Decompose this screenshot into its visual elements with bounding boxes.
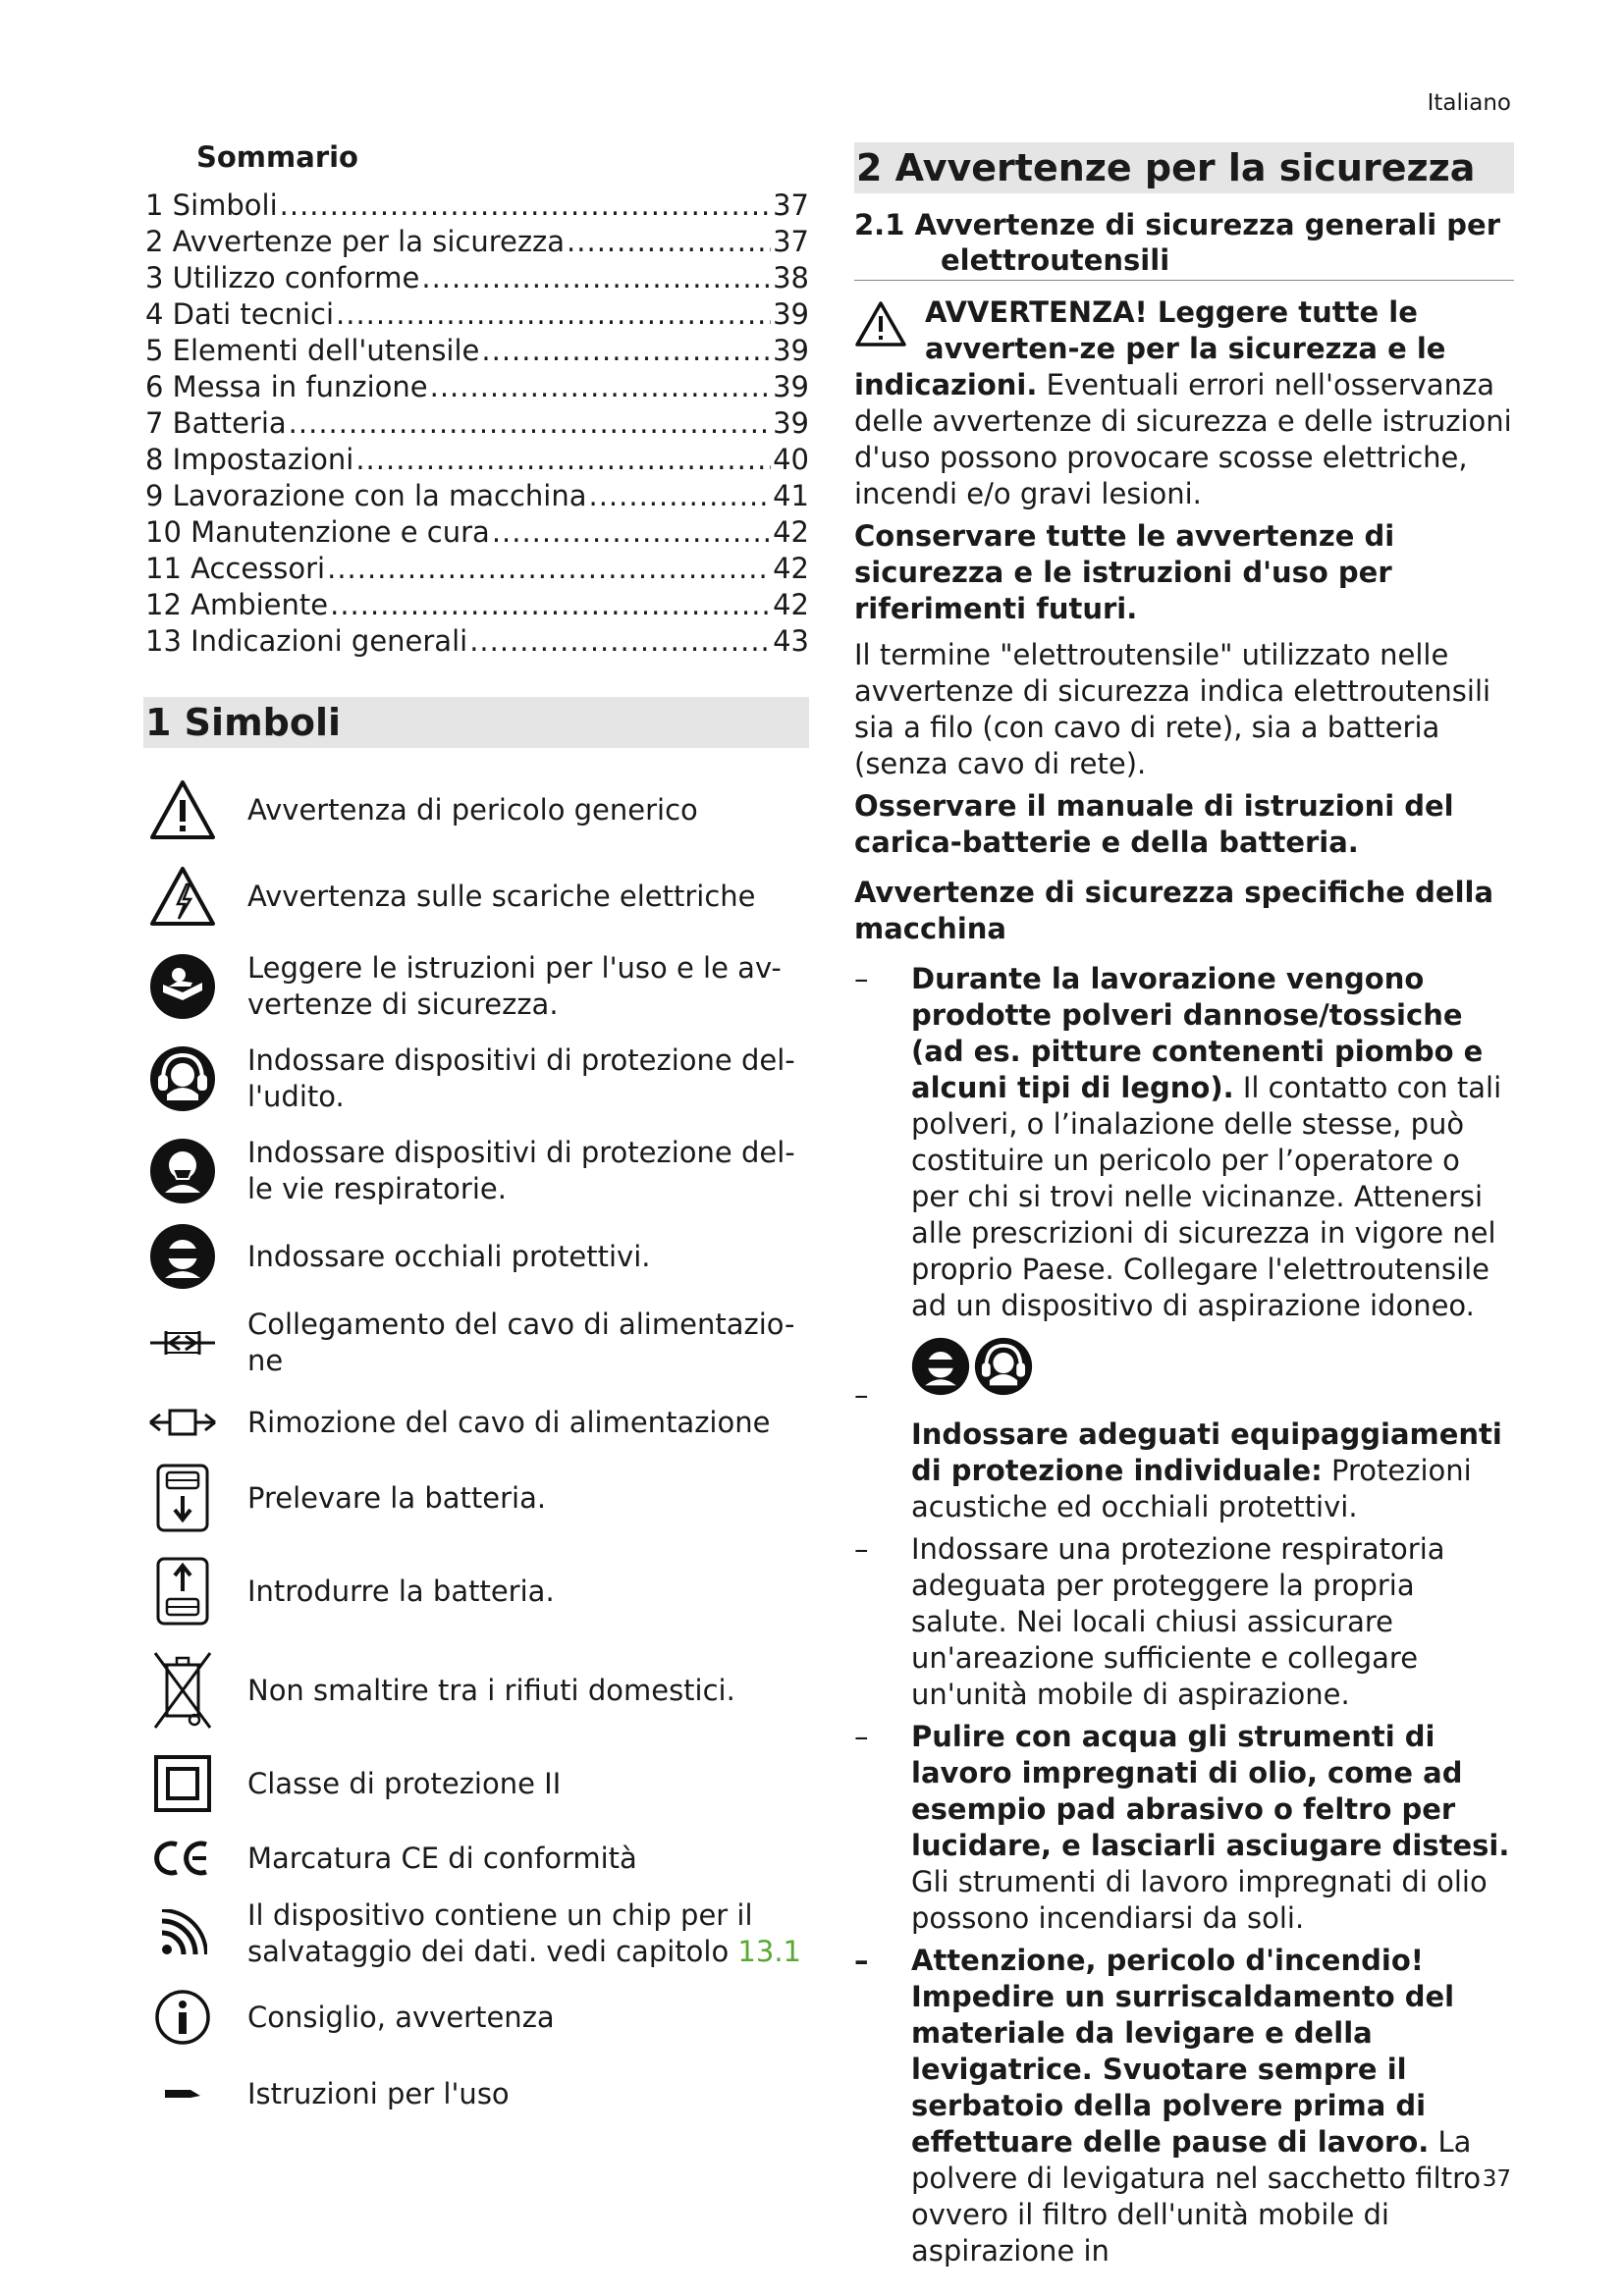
ear-protection-icon: [145, 1045, 220, 1112]
toc-title: Sommario: [196, 140, 358, 174]
warning-triangle-icon: [145, 778, 220, 841]
section-heading-safety: 2 Avvertenze per la sicurezza: [854, 142, 1514, 193]
plug-connect-icon: [145, 1321, 220, 1364]
ear-protection-icon: [974, 1337, 1033, 1405]
toc-entry[interactable]: 7 Batteria ..... 39: [145, 405, 809, 442]
right-column: [854, 142, 1514, 2269]
toc-entry[interactable]: 10 Manutenzione e cura ..... 42: [145, 514, 809, 551]
page-number: 37: [1482, 2166, 1511, 2192]
toc-entry[interactable]: 2 Avvertenze per la sicurezza ..... 37: [145, 224, 809, 260]
symbol-row: Leggere le istruzioni per l'uso e le av-vertenze di sicurezza.: [145, 940, 809, 1033]
toc-entry[interactable]: 12 Ambiente ..... 42: [145, 587, 809, 623]
header-language: Italiano: [1427, 90, 1511, 116]
safety-goggles-icon: [145, 1223, 220, 1290]
toc-entry[interactable]: 9 Lavorazione con la macchina ..... 41: [145, 478, 809, 514]
protection-class-ii-icon: [145, 1754, 220, 1813]
respiratory-protection-icon: [145, 1138, 220, 1204]
symbol-row: Avvertenza sulle scariche elettriche: [145, 852, 809, 940]
toc-entry[interactable]: 4 Dati tecnici ..... 39: [145, 296, 809, 333]
symbol-row: Il dispositivo contiene un chip per il salvataggio dei dati. vedi capitolo 13.1: [145, 1889, 809, 1979]
safety-item: – Pulire con acqua gli strumenti di lavoro impregnati di olio, come ad esempio pad abrasivo o feltro per lucidare, e lasciarli asciugare distesi. Gli strumenti di lavoro impregnati di olio possono incendiarsi da soli.: [854, 1720, 1510, 1935]
no-household-waste-icon: [145, 1649, 220, 1732]
section-heading-symbols: 1 Simboli: [143, 697, 809, 748]
subsection-heading: 2.1 Avvertenze di sicurezza generali per elettroutensili: [854, 207, 1514, 281]
symbol-row: Indossare dispositivi di protezione del-l'udito.: [145, 1033, 809, 1125]
toc-entry[interactable]: 1 Simboli ..... 37: [145, 187, 809, 224]
ce-mark-icon: [145, 1839, 220, 1878]
safety-goggles-icon: [911, 1337, 970, 1405]
symbol-row: Collegamento del cavo di alimentazio-ne: [145, 1296, 809, 1390]
toc-entry[interactable]: 5 Elementi dell'utensile ..... 39: [145, 333, 809, 369]
safety-item: – Indossare adeguati equipaggiamenti di protezione individuale: Protezioni acustiche ed occhiali protettivi.: [854, 1338, 1514, 1525]
plug-disconnect-icon: [145, 1405, 220, 1440]
electric-warning-icon: [145, 865, 220, 928]
arrow-pointer-icon: [145, 2084, 220, 2104]
symbol-row: Istruzioni per l'uso: [145, 2056, 809, 2132]
battery-remove-icon: [145, 1463, 220, 1533]
toc-entry[interactable]: 3 Utilizzo conforme ..... 38: [145, 260, 809, 296]
symbol-row: Marcatura CE di conformità: [145, 1828, 809, 1889]
specific-safety-heading: Avvertenze di sicurezza specifiche della macchina: [854, 876, 1494, 945]
left-column: [145, 133, 809, 2132]
keep-instructions: Conservare tutte le avvertenze di sicurezza e le istruzioni d'uso per riferimenti futuri.: [854, 519, 1395, 625]
toc-entry[interactable]: 13 Indicazioni generali ..... 43: [145, 623, 809, 660]
warning-triangle-icon: [854, 300, 907, 356]
toc-entry[interactable]: 8 Impostazioni ..... 40: [145, 442, 809, 478]
symbol-row: Avvertenza di pericolo generico: [145, 768, 809, 852]
battery-insert-icon: [145, 1556, 220, 1627]
symbol-row: Introdurre la batteria.: [145, 1541, 809, 1641]
symbol-row: Indossare dispositivi di protezione del-le vie respiratorie.: [145, 1125, 809, 1217]
symbol-row: Classe di protezione II: [145, 1739, 809, 1828]
safety-item: – Durante la lavorazione vengono prodotte polveri dannose/tossiche (ad es. pitture contenenti piombo e alcuni tipi di legno). Il contatto con tali polveri, o l’inalazione delle stesse, può costituire un pericolo per l’operatore o per chi si trovi nelle vicinanze. Attenersi alle prescrizioni di sicurezza in vigore nel proprio Paese. Collegare l'elettroutensile ad un dispositivo di aspirazione idoneo.: [854, 962, 1502, 1322]
safety-item: – Indossare una protezione respiratoria adeguata per proteggere la propria salute. Nei locali chiusi assicurare un'areazione sufficiente e collegare un'unità mobile di aspirazione.: [854, 1532, 1445, 1711]
term-definition: Il termine "elettroutensile" utilizzato nelle avvertenze di sicurezza indica elettroutensili sia a filo (con cavo di rete), sia a batteria (senza cavo di rete).: [854, 638, 1491, 780]
symbol-list: [145, 768, 809, 2132]
charger-manual-note: Osservare il manuale di istruzioni del carica-batterie e della batteria.: [854, 789, 1454, 859]
toc-entry[interactable]: 6 Messa in funzione ..... 39: [145, 369, 809, 405]
symbol-row: Rimozione del cavo di alimentazione: [145, 1390, 809, 1455]
safety-item: – Attenzione, pericolo d'incendio! Impedire un surriscaldamento del materiale da levigare e della levigatrice. Svuotare sempre il serbatoio della polvere prima di effettuare delle pause di lavoro. La polvere di levigatura nel sacchetto filtro ovvero il filtro dell'unità mobile di aspirazione in: [854, 1944, 1482, 2268]
symbol-row: Consiglio, avvertenza: [145, 1979, 809, 2056]
symbol-row: Indossare occhiali protettivi.: [145, 1217, 809, 1296]
table-of-contents: [145, 187, 809, 660]
symbol-row: Prelevare la batteria.: [145, 1455, 809, 1541]
rfid-chip-icon: [145, 1909, 220, 1958]
symbol-row: Non smaltire tra i rifiuti domestici.: [145, 1641, 809, 1739]
info-icon: [145, 1989, 220, 2046]
chapter-link[interactable]: 13.1: [737, 1935, 801, 1968]
read-manual-icon: [145, 953, 220, 1020]
toc-entry[interactable]: 11 Accessori ..... 42: [145, 551, 809, 587]
general-warning: AVVERTENZA! Leggere tutte le avverten-ze per la sicurezza e le indicazioni. Eventuali errori nell'osservanza delle avvertenze di sicurezza e delle istruzioni d'uso possono provocare scosse elettriche, incendi e/o gravi lesioni.: [854, 295, 1512, 510]
